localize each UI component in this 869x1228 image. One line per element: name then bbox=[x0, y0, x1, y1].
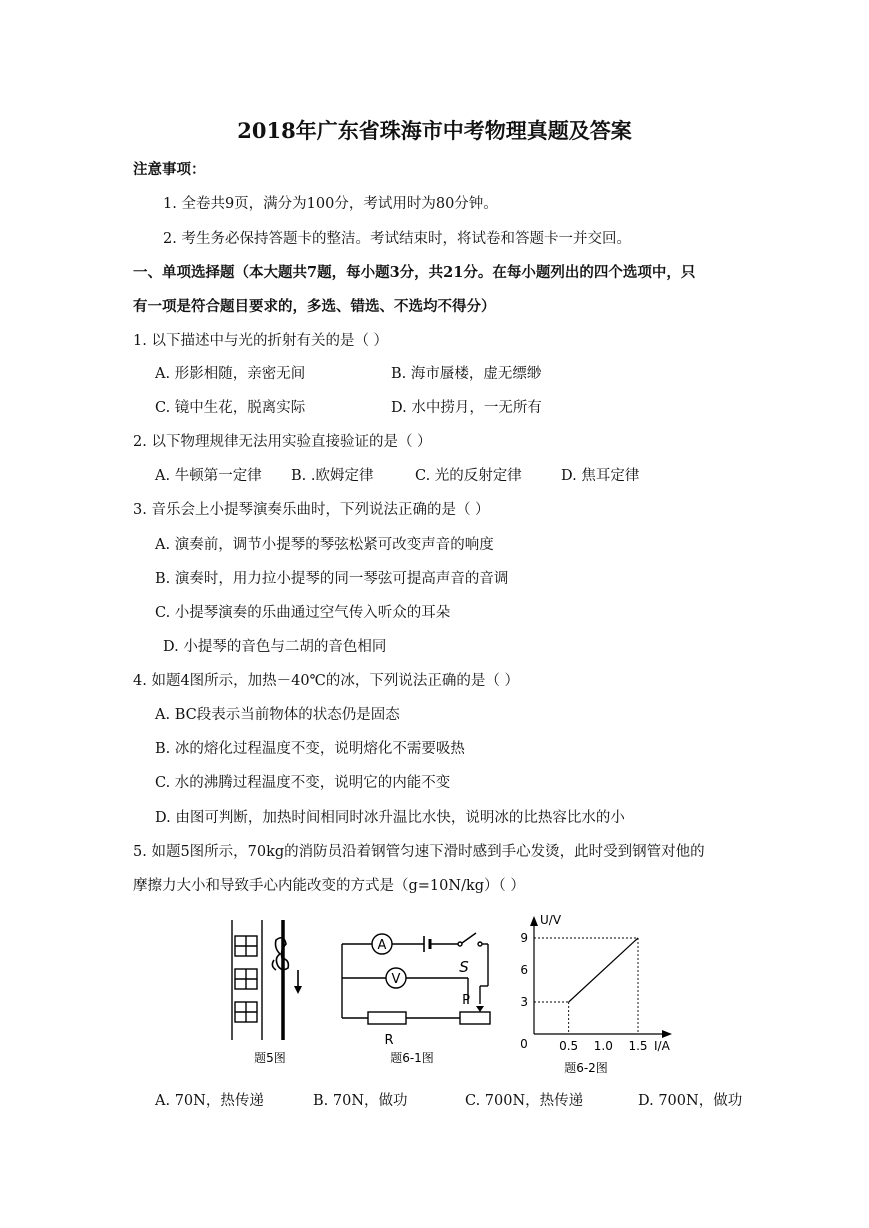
slider-label: P bbox=[462, 993, 470, 1008]
chart-series-line bbox=[569, 938, 638, 1002]
q1-option-c: C. 镜中生花，脱离实际 bbox=[155, 400, 306, 416]
q5-stem-line2: 摩擦力大小和导致手心内能改变的方式是（g=10N/kg）（ ） bbox=[133, 878, 525, 894]
section-heading-line2: 有一项是符合题目要求的，多选、错选、不选均不得分） bbox=[133, 298, 496, 315]
chart-origin: 0 bbox=[520, 1037, 528, 1051]
q3-option-a: A. 演奏前，调节小提琴的琴弦松紧可改变声音的响度 bbox=[155, 537, 494, 553]
q5-option-a: A. 70N，热传递 bbox=[155, 1093, 264, 1109]
q2-option-c: C. 光的反射定律 bbox=[415, 468, 522, 484]
notice-item-1: 1. 全卷共9页，满分为100分，考试用时为80分钟。 bbox=[163, 196, 498, 212]
chart-xlabel: I/A bbox=[654, 1039, 670, 1053]
q4-option-d: D. 由图可判断，加热时间相同时冰升温比水快，说明冰的比热容比水的小 bbox=[155, 810, 625, 826]
notice-heading: 注意事项： bbox=[133, 161, 206, 178]
page-title: 2018年广东省珠海市中考物理真题及答案 bbox=[237, 118, 632, 143]
q5-option-d: D. 700N，做功 bbox=[638, 1093, 743, 1109]
section-heading-line1: 一、单项选择题（本大题共7题，每小题3分，共21分。在每小题列出的四个选项中，只 bbox=[133, 264, 696, 281]
voltmeter-label: V bbox=[391, 972, 401, 987]
q5-stem-line1: 5. 如题5图所示，70kg的消防员沿着钢管匀速下滑时感到手心发烫，此时受到钢管对他的 bbox=[133, 844, 705, 860]
q3-option-b: B. 演奏时，用力拉小提琴的同一琴弦可提高声音的音调 bbox=[155, 571, 509, 587]
q3-option-c: C. 小提琴演奏的乐曲通过空气传入听众的耳朵 bbox=[155, 605, 451, 621]
chart-xtick-2: 1.5 bbox=[628, 1039, 648, 1053]
q2-option-a: A. 牛顿第一定律 bbox=[155, 468, 262, 484]
chart-xtick-1: 1.0 bbox=[593, 1039, 613, 1053]
chart-ytick-0: 3 bbox=[520, 995, 528, 1009]
q1-option-b: B. 海市蜃楼，虚无缥缈 bbox=[391, 366, 542, 382]
q2-stem: 2. 以下物理规律无法用实验直接验证的是（ ） bbox=[133, 434, 432, 450]
q3-option-d: D. 小提琴的音色与二胡的音色相同 bbox=[163, 639, 387, 655]
chart-ytick-2: 9 bbox=[520, 931, 528, 945]
rheostat-icon bbox=[460, 1012, 490, 1024]
q1-option-d: D. 水中捞月，一无所有 bbox=[391, 400, 542, 416]
chart-ytick-1: 6 bbox=[520, 963, 528, 977]
q5-option-b: B. 70N，做功 bbox=[313, 1093, 408, 1109]
figure-6-1 bbox=[334, 916, 494, 1066]
resistor-label: R bbox=[384, 1033, 394, 1048]
q4-option-a: A. BC段表示当前物体的状态仍是固态 bbox=[155, 707, 400, 723]
q4-option-c: C. 水的沸腾过程温度不变，说明它的内能不变 bbox=[155, 775, 451, 791]
switch-icon bbox=[462, 933, 476, 943]
q2-option-b: B. .欧姆定律 bbox=[291, 468, 374, 484]
notice-item-2: 2. 考生务必保持答题卡的整洁。考试结束时，将试卷和答题卡一并交回。 bbox=[163, 231, 631, 247]
q5-option-c: C. 700N，热传递 bbox=[465, 1093, 584, 1109]
q4-stem: 4. 如题4图所示，加热－40℃的冰，下列说法正确的是（ ） bbox=[133, 673, 519, 689]
q3-stem: 3. 音乐会上小提琴演奏乐曲时，下列说法正确的是（ ） bbox=[133, 502, 490, 518]
figure-5-caption: 题5图 bbox=[254, 1051, 286, 1065]
figure-6-2-caption: 题6-2图 bbox=[564, 1061, 608, 1075]
ammeter-label: A bbox=[377, 938, 387, 953]
chart-xtick-0: 0.5 bbox=[559, 1039, 579, 1053]
figure-6-2 bbox=[506, 908, 682, 1078]
q1-option-a: A. 形影相随，亲密无间 bbox=[155, 366, 306, 382]
switch-label: S bbox=[459, 958, 469, 976]
figure-5 bbox=[228, 916, 318, 1066]
q1-stem: 1. 以下描述中与光的折射有关的是（ ） bbox=[133, 333, 389, 349]
chart-ylabel: U/V bbox=[540, 913, 562, 927]
resistor-icon bbox=[368, 1012, 406, 1024]
figure-6-1-caption: 题6-1图 bbox=[390, 1051, 434, 1065]
q2-option-d: D. 焦耳定律 bbox=[561, 468, 640, 484]
q4-option-b: B. 冰的熔化过程温度不变，说明熔化不需要吸热 bbox=[155, 741, 465, 757]
